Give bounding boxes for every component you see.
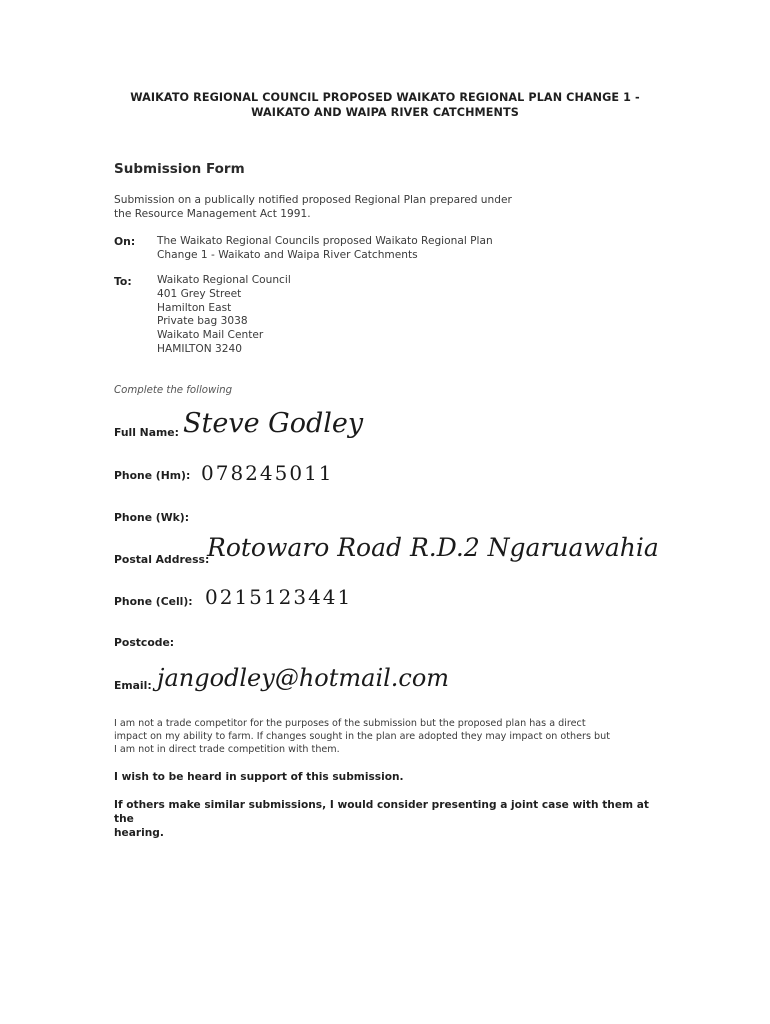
joint-line-1: If others make similar submissions, I would consider presenting a joint case with them at the	[114, 799, 649, 825]
to-line: HAMILTON 3240	[157, 342, 242, 355]
to-address	[157, 274, 291, 357]
phone-home-field[interactable]: 078245011	[201, 461, 334, 485]
phone-work-label: Phone (Wk):	[114, 511, 190, 524]
on-text	[157, 235, 493, 263]
trade-competitor-declaration	[114, 717, 659, 756]
intro-text	[114, 193, 584, 221]
to-line: 401 Grey Street	[157, 287, 242, 300]
on-label: On:	[114, 235, 136, 248]
on-line-2: Change 1 - Waikato and Waipa River Catchments	[157, 248, 418, 261]
document-title	[0, 90, 770, 120]
declaration-line-3: I am not in direct trade competition with them.	[114, 744, 340, 755]
full-name-field[interactable]: Steve Godley	[183, 408, 364, 439]
heard-statement: I wish to be heard in support of this submission.	[114, 771, 404, 783]
email-field[interactable]: jangodley@hotmail.com	[157, 664, 450, 692]
to-line: Waikato Mail Center	[157, 329, 264, 342]
to-line: Waikato Regional Council	[157, 274, 291, 286]
joint-case-statement	[114, 798, 659, 840]
declaration-line-1: I am not a trade competitor for the purposes of the submission but the proposed plan has a direct	[114, 718, 586, 729]
intro-line-1: Submission on a publically notified proposed Regional Plan prepared under	[114, 194, 512, 206]
intro-line-2: the Resource Management Act 1991.	[114, 208, 311, 220]
phone-home-label: Phone (Hm):	[114, 469, 191, 482]
postal-address-label: Postal Address:	[114, 553, 210, 566]
to-line: Hamilton East	[157, 301, 232, 314]
title-line-2: WAIKATO AND WAIPA RIVER CATCHMENTS	[251, 106, 519, 119]
phone-cell-field[interactable]: 0215123441	[205, 585, 353, 609]
full-name-label: Full Name:	[114, 426, 179, 439]
email-label: Email:	[114, 679, 152, 692]
phone-cell-label: Phone (Cell):	[114, 595, 193, 608]
to-line: Private bag 3038	[157, 315, 248, 328]
to-label: To:	[114, 275, 132, 288]
title-line-1: WAIKATO REGIONAL COUNCIL PROPOSED WAIKATO REGIONAL PLAN CHANGE 1 -	[130, 91, 640, 104]
postal-address-field[interactable]: Rotowaro Road R.D.2 Ngaruawahia	[207, 533, 659, 562]
on-line-1: The Waikato Regional Councils proposed Waikato Regional Plan	[157, 235, 493, 247]
joint-line-2: hearing.	[114, 827, 164, 839]
form-heading: Submission Form	[114, 161, 245, 177]
complete-note: Complete the following	[114, 385, 233, 396]
declaration-line-2: impact on my ability to farm. If changes sought in the plan are adopted they may impact on others but	[114, 731, 610, 742]
postcode-label: Postcode:	[114, 636, 175, 649]
